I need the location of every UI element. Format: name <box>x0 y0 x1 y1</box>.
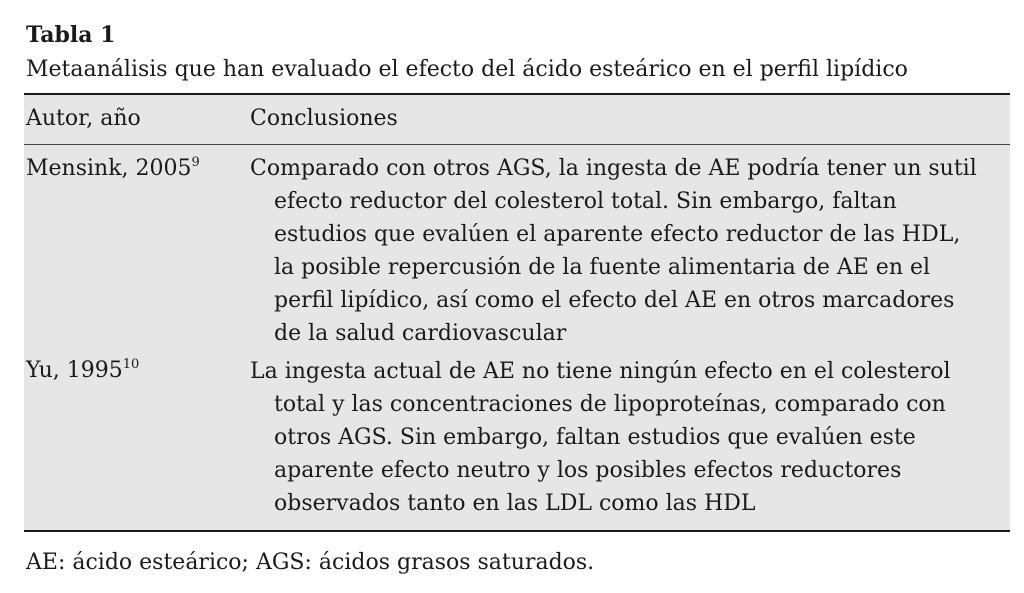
table-row-conclusion <box>250 355 985 520</box>
table-title: Tabla 1 <box>26 22 116 48</box>
table-caption: Metaanálisis que han evaluado el efecto del ácido esteárico en el perfil lipídico <box>26 57 908 82</box>
table-row-author <box>26 152 200 186</box>
conclusion-line: total y las concentraciones de lipoproteínas, comparado con <box>274 392 946 417</box>
conclusion-line: efecto reductor del colesterol total. Sin embargo, faltan <box>274 189 897 214</box>
conclusion-line: perfil lipídico, así como el efecto del AE en otros marcadores <box>274 288 955 313</box>
conclusion-line: estudios que evalúen el aparente efecto reductor de las HDL, <box>274 222 961 247</box>
reference-number: 10 <box>122 357 140 372</box>
conclusion-line: observados tanto en las LDL como las HDL <box>274 491 756 516</box>
conclusion-line: Comparado con otros AGS, la ingesta de AE podría tener un sutil <box>250 156 977 181</box>
author-name: Yu, 1995 <box>26 358 123 383</box>
author-name: Mensink, 2005 <box>26 156 192 181</box>
table-footnote: AE: ácido esteárico; AGS: ácidos grasos saturados. <box>26 550 595 575</box>
reference-number: 9 <box>191 155 200 170</box>
column-header-conclusions: Conclusiones <box>250 106 398 131</box>
conclusion-line: La ingesta actual de AE no tiene ningún efecto en el colesterol <box>250 359 951 384</box>
conclusion-line: de la salud cardiovascular <box>274 321 567 346</box>
header-divider <box>24 144 1010 145</box>
table-row-author <box>26 354 139 388</box>
conclusion-line: la posible repercusión de la fuente alimentaria de AE en el <box>274 255 931 280</box>
table-row-conclusion <box>250 152 985 350</box>
conclusion-line: otros AGS. Sin embargo, faltan estudios que evalúen este <box>274 425 916 450</box>
column-header-author: Autor, año <box>26 106 141 131</box>
conclusion-line: aparente efecto neutro y los posibles efectos reductores <box>274 458 902 483</box>
